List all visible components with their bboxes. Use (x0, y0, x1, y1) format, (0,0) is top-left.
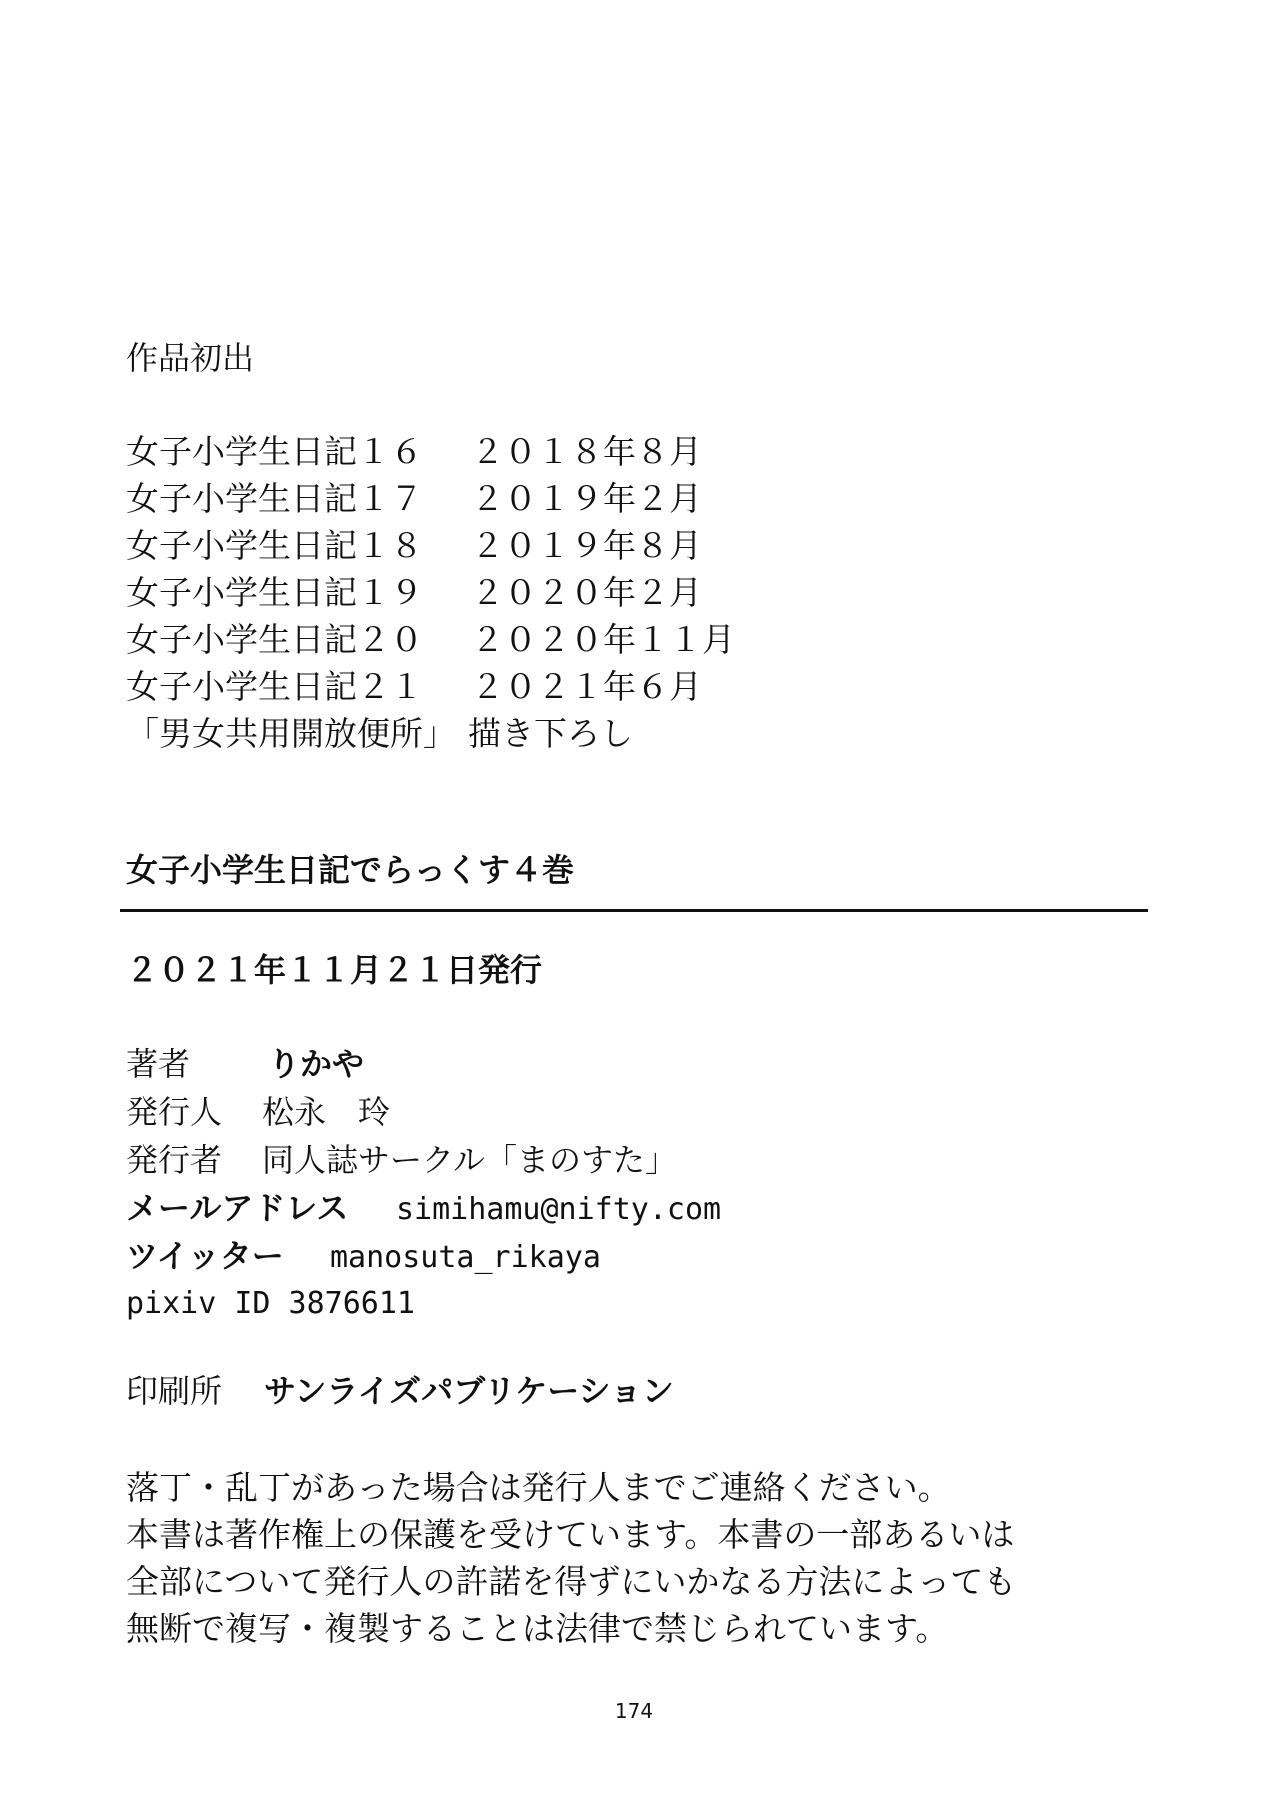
notice-line: 本書は著作権上の保護を受けています。本書の一部あるいは (126, 1515, 1015, 1554)
publisher-person-label: 発行人 (126, 1093, 223, 1131)
list-item (126, 616, 735, 663)
email-row (126, 1184, 721, 1232)
title-divider (120, 909, 1148, 912)
list-item (126, 710, 735, 757)
publisher-row (126, 1136, 721, 1184)
author-name: りかや (268, 1045, 365, 1083)
notice-line: 全部について発行人の許諾を得ずにいかなる方法によっても (126, 1562, 1017, 1601)
list-item (126, 428, 735, 475)
first-appearance-heading: 作品初出 (126, 339, 255, 377)
notice-line: 無断で複写・複製することは法律で禁じられています。 (126, 1609, 949, 1648)
publication-title: 女子小学生日記１９ (126, 573, 423, 612)
publication-title: 女子小学生日記１６ (126, 432, 423, 471)
publisher-person-name: 松永 玲 (262, 1093, 391, 1131)
first-appearance-list (126, 428, 735, 757)
twitter-label: ツイッター (126, 1237, 284, 1275)
publication-date: 描き下ろし (468, 714, 633, 753)
pixiv-row (126, 1280, 721, 1328)
list-item (126, 522, 735, 569)
notice-line: 落丁・乱丁があった場合は発行人までご連絡ください。 (126, 1468, 951, 1507)
legal-notice (126, 1464, 1016, 1652)
list-item (126, 663, 735, 710)
publisher-person-row (126, 1088, 721, 1136)
publisher-name: 同人誌サークル「まのすた」 (262, 1141, 678, 1179)
printer-name: サンライズパブリケーション (264, 1372, 674, 1410)
publication-title: 女子小学生日記１７ (126, 479, 423, 518)
publication-date: ２０１９年２月 (471, 479, 702, 518)
author-row (126, 1040, 721, 1088)
printer-row (126, 1367, 674, 1415)
publication-title: 女子小学生日記２０ (126, 620, 423, 659)
pixiv-id: pixiv ID 3876611 (126, 1286, 415, 1321)
book-title: 女子小学生日記でらっくす４巻 (126, 851, 575, 889)
publication-date: ２０１８年８月 (471, 432, 702, 471)
publication-date: ２０２０年１１月 (471, 620, 735, 659)
publication-title: 「男女共用開放便所」 (126, 714, 456, 753)
author-label: 著者 (126, 1045, 191, 1083)
twitter-row (126, 1232, 721, 1280)
publication-title: 女子小学生日記２１ (126, 667, 423, 706)
printer-label: 印刷所 (126, 1372, 223, 1410)
publication-title: 女子小学生日記１８ (126, 526, 423, 565)
publication-date: ２０１９年８月 (471, 526, 702, 565)
publication-date: ２０２１年６月 (471, 667, 702, 706)
publisher-label: 発行者 (126, 1141, 223, 1179)
email-label: メールアドレス (126, 1189, 349, 1227)
list-item (126, 569, 735, 616)
credits (126, 1040, 721, 1328)
list-item (126, 475, 735, 522)
email-address: simihamu@nifty.com (396, 1192, 722, 1227)
issue-date: ２０２１年１１月２１日発行 (126, 951, 543, 989)
page-number: 174 (614, 1699, 654, 1723)
twitter-handle: manosuta_rikaya (330, 1240, 601, 1275)
publication-date: ２０２０年２月 (471, 573, 702, 612)
